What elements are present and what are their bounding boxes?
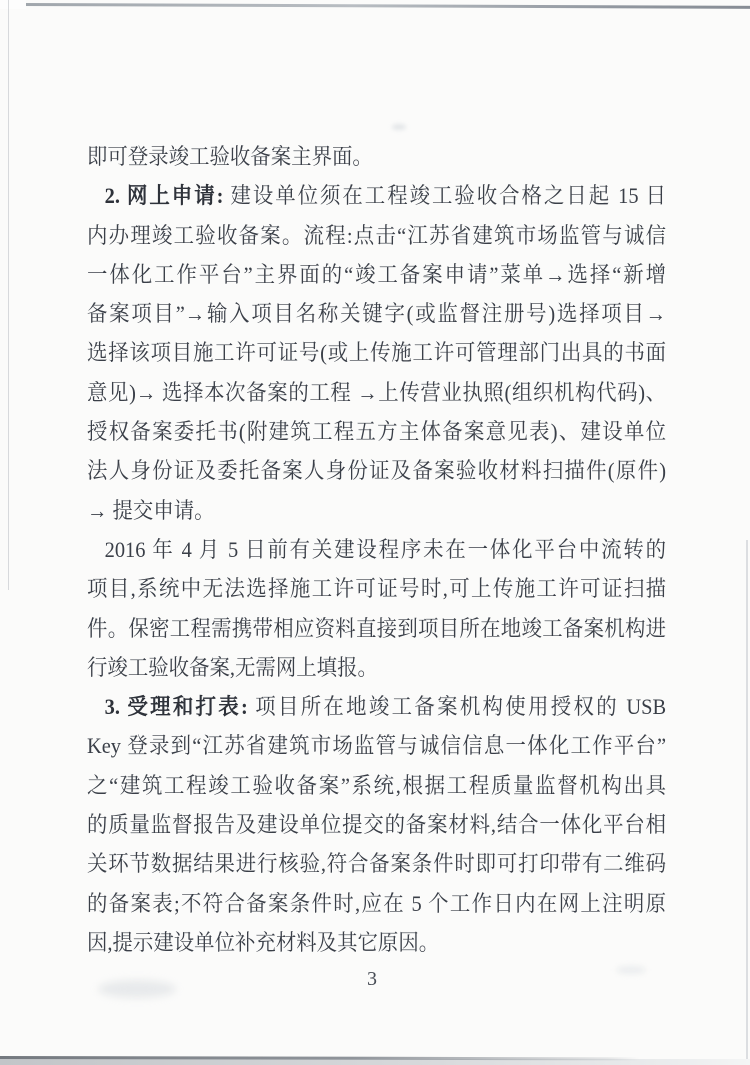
document-text-segment: 授权备案委托书(附建筑工程五方主体备案意见表)、建设单位: [87, 419, 667, 445]
document-text-segment: 2016 年 4 月 5 日前有关建设程序未在一体化平台中流转的: [104, 536, 667, 562]
document-text-segment: 法人身份证及委托备案人身份证及备案验收材料扫描件(原件): [87, 458, 667, 484]
document-line: [87, 569, 666, 608]
document-text-segment: 内办理竣工验收备案。流程:点击“江苏省建筑市场监管与诚信: [87, 222, 667, 248]
document-line: [87, 137, 666, 176]
document-line: [87, 255, 666, 294]
document-text-segment: Key 登录到“江苏省建筑市场监管与诚信信息一体化工作平台”: [87, 733, 667, 759]
document-text-block: [87, 137, 666, 962]
document-text-segment: 件。保密工程需携带相应资料直接到项目所在地竣工备案机构进: [87, 615, 667, 641]
document-line: [87, 687, 666, 726]
document-text-segment: 因,提示建设单位补充材料及其它原因。: [87, 929, 440, 955]
document-heading-segment: 2. 网上申请:: [104, 183, 224, 209]
document-text-segment: 关环节数据结果进行核验,符合备案条件时即可打印带有二维码: [87, 851, 667, 877]
document-line: [87, 648, 666, 687]
document-line: [87, 530, 666, 569]
document-line: [87, 844, 666, 883]
document-text-segment: 备案项目”→输入项目名称关键字(或监督注册号)选择项目→: [87, 301, 667, 327]
document-line: [87, 491, 666, 530]
document-text-segment: → 提交申请。: [87, 497, 215, 523]
scan-edge-left: [8, 0, 9, 590]
scan-edge-right: [746, 540, 748, 1065]
scan-edge-top: [20, 3, 750, 9]
document-line: [87, 766, 666, 805]
document-line: [87, 333, 666, 372]
document-line: [87, 176, 666, 215]
document-text-segment: 一体化工作平台”主界面的“竣工备案申请”菜单→选择“新增: [87, 261, 667, 287]
document-text-segment: 项目,系统中无法选择施工许可证号时,可上传施工许可证扫描: [87, 576, 667, 602]
document-line: [87, 373, 666, 412]
document-text-segment: 之“建筑工程竣工验收备案”系统,根据工程质量监督机构出具: [87, 772, 667, 798]
document-heading-segment: 3. 受理和打表:: [104, 694, 248, 720]
document-line: [87, 216, 666, 255]
document-text-segment: 的质量监督报告及建设单位提交的备案材料,结合一体化平台相: [87, 812, 667, 838]
scan-edge-top-left: [0, 0, 26, 9]
document-line: [87, 726, 666, 765]
document-text-segment: 意见)→ 选择本次备案的工程 →上传营业执照(组织机构代码)、: [87, 379, 667, 405]
document-text-segment: 项目所在地竣工备案机构使用授权的 USB: [247, 694, 667, 720]
document-line: [87, 805, 666, 844]
document-text-segment: 选择该项目施工许可证号(或上传施工许可管理部门出具的书面: [87, 340, 667, 366]
document-text-segment: 的备案表;不符合备案条件时,应在 5 个工作日内在网上注明原: [87, 890, 667, 916]
document-line: [87, 609, 666, 648]
document-line: [87, 412, 666, 451]
document-text-segment: 即可登录竣工验收备案主界面。: [87, 144, 373, 169]
scan-smudge: [392, 124, 406, 130]
document-line: [87, 923, 666, 962]
document-line: [87, 451, 666, 490]
document-text-segment: 建设单位须在工程竣工验收合格之日起 15 日: [223, 183, 667, 209]
page-number: 3: [367, 968, 377, 990]
document-line: [87, 884, 666, 923]
document-text-segment: 行竣工验收备案,无需网上填报。: [87, 654, 378, 680]
document-line: [87, 294, 666, 333]
